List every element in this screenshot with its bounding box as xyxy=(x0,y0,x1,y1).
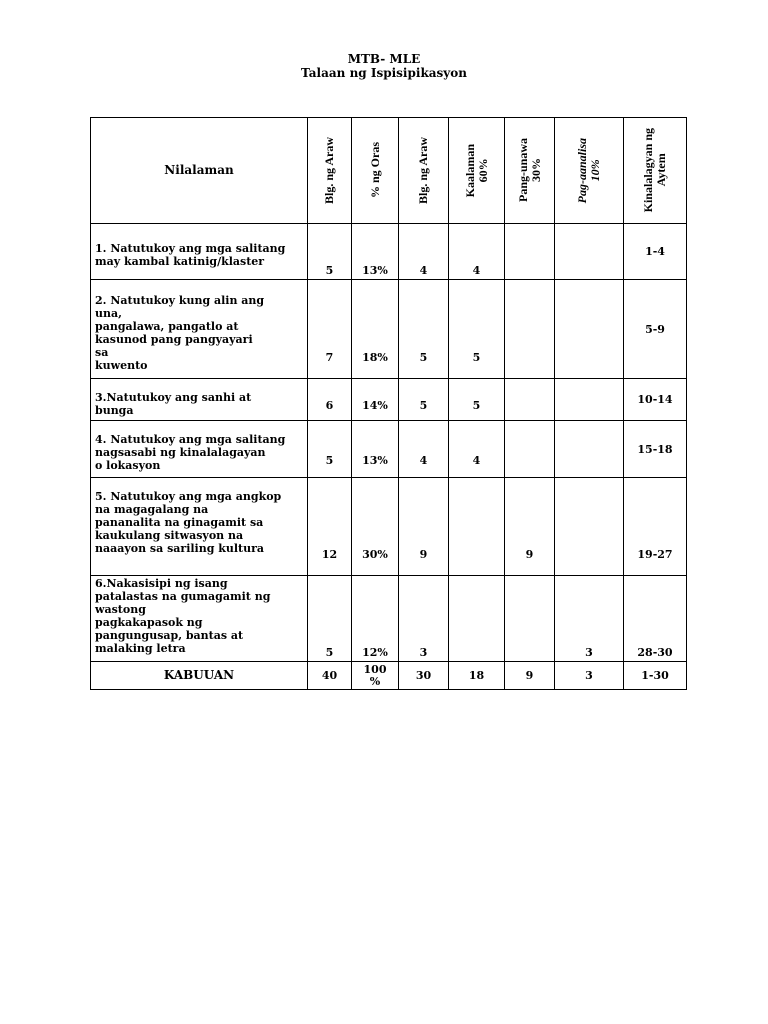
document-subtitle: Talaan ng Ispisipikasyon xyxy=(301,66,467,80)
row-knowledge xyxy=(449,478,505,576)
document-title: MTB- MLE xyxy=(347,52,421,66)
specification-table xyxy=(90,117,687,690)
row-knowledge: 5 xyxy=(449,280,505,379)
row-content: 3.Natutukoy ang sanhi at bunga xyxy=(91,379,308,421)
row-days: 12 xyxy=(308,478,352,576)
row-content: 6.Nakasisipi ng isang patalastas na gumagamit ng wastong pagkakapasok ng pangungusap, bantas at malaking letra xyxy=(91,576,308,662)
row-content: 4. Natutukoy ang mga salitang nagsasabi ng kinalalagayan o lokasyon xyxy=(91,421,308,478)
row-percent: 14% xyxy=(352,379,399,421)
row-days: 7 xyxy=(308,280,352,379)
header-percent-label: % ng Oras xyxy=(367,142,382,199)
row-analysis xyxy=(555,280,624,379)
header-placement xyxy=(624,118,687,224)
header-analysis xyxy=(555,118,624,224)
row-items: 9 xyxy=(399,478,449,576)
row-analysis xyxy=(555,379,624,421)
row-days: 6 xyxy=(308,379,352,421)
row-percent: 13% xyxy=(352,224,399,280)
total-row xyxy=(91,662,687,690)
header-understanding-label: Pang-unawa 30% xyxy=(515,138,543,203)
row-items: 4 xyxy=(399,224,449,280)
total-days: 40 xyxy=(308,662,352,690)
header-percent xyxy=(352,118,399,224)
header-content: Nilalaman xyxy=(91,118,308,224)
table-row xyxy=(91,224,687,280)
row-placement: 28-30 xyxy=(624,576,687,662)
row-placement: 1-4 xyxy=(624,224,687,280)
total-knowledge: 18 xyxy=(449,662,505,690)
row-percent: 12% xyxy=(352,576,399,662)
row-knowledge: 4 xyxy=(449,224,505,280)
row-knowledge xyxy=(449,576,505,662)
total-percent xyxy=(352,662,399,690)
row-understanding: 9 xyxy=(505,478,555,576)
row-items: 5 xyxy=(399,280,449,379)
row-percent: 30% xyxy=(352,478,399,576)
total-percent-value: 100 xyxy=(363,662,387,676)
header-placement-label: Kinalalagyan ng Aytem xyxy=(641,128,668,213)
total-label: KABUUAN xyxy=(91,662,308,690)
table-row xyxy=(91,379,687,421)
row-understanding xyxy=(505,576,555,662)
header-row xyxy=(91,118,687,224)
table-row xyxy=(91,478,687,576)
row-items: 3 xyxy=(399,576,449,662)
row-understanding xyxy=(505,379,555,421)
row-days: 5 xyxy=(308,576,352,662)
row-placement: 15-18 xyxy=(624,421,687,478)
row-analysis: 3 xyxy=(555,576,624,662)
row-knowledge: 4 xyxy=(449,421,505,478)
row-percent: 18% xyxy=(352,280,399,379)
table-row xyxy=(91,576,687,662)
row-items: 4 xyxy=(399,421,449,478)
header-items xyxy=(399,118,449,224)
header-days-label: Blg. ng Araw xyxy=(322,136,336,204)
table-row xyxy=(91,280,687,379)
header-analysis-label: Pag-aanalisa 10% xyxy=(575,137,602,204)
header-items-label: Blg. ng Araw xyxy=(416,136,430,204)
total-analysis: 3 xyxy=(555,662,624,690)
row-knowledge: 5 xyxy=(449,379,505,421)
table-row xyxy=(91,421,687,478)
total-understanding: 9 xyxy=(505,662,555,690)
total-placement: 1-30 xyxy=(624,662,687,690)
row-percent: 13% xyxy=(352,421,399,478)
row-understanding xyxy=(505,421,555,478)
row-items: 5 xyxy=(399,379,449,421)
row-days: 5 xyxy=(308,224,352,280)
header-knowledge-label: Kaalaman 60% xyxy=(462,143,490,198)
row-understanding xyxy=(505,280,555,379)
row-placement: 10-14 xyxy=(624,379,687,421)
row-content: 1. Natutukoy ang mga salitang may kambal katinig/klaster xyxy=(91,224,308,280)
total-items: 30 xyxy=(399,662,449,690)
row-content: 2. Natutukoy kung alin ang una, pangalawa, pangatlo at kasunod pang pangyayari sa kuwento xyxy=(91,280,308,379)
total-percent-sign: % xyxy=(369,674,381,688)
row-analysis xyxy=(555,224,624,280)
header-knowledge xyxy=(449,118,505,224)
header-days xyxy=(308,118,352,224)
row-content: 5. Natutukoy ang mga angkop na magagalang na pananalita na ginagamit sa kaukulang sitwasyon na naaayon sa sariling kultura xyxy=(91,478,308,576)
row-understanding xyxy=(505,224,555,280)
row-analysis xyxy=(555,478,624,576)
row-analysis xyxy=(555,421,624,478)
row-placement: 5-9 xyxy=(624,280,687,379)
row-days: 5 xyxy=(308,421,352,478)
header-understanding xyxy=(505,118,555,224)
row-placement: 19-27 xyxy=(624,478,687,576)
